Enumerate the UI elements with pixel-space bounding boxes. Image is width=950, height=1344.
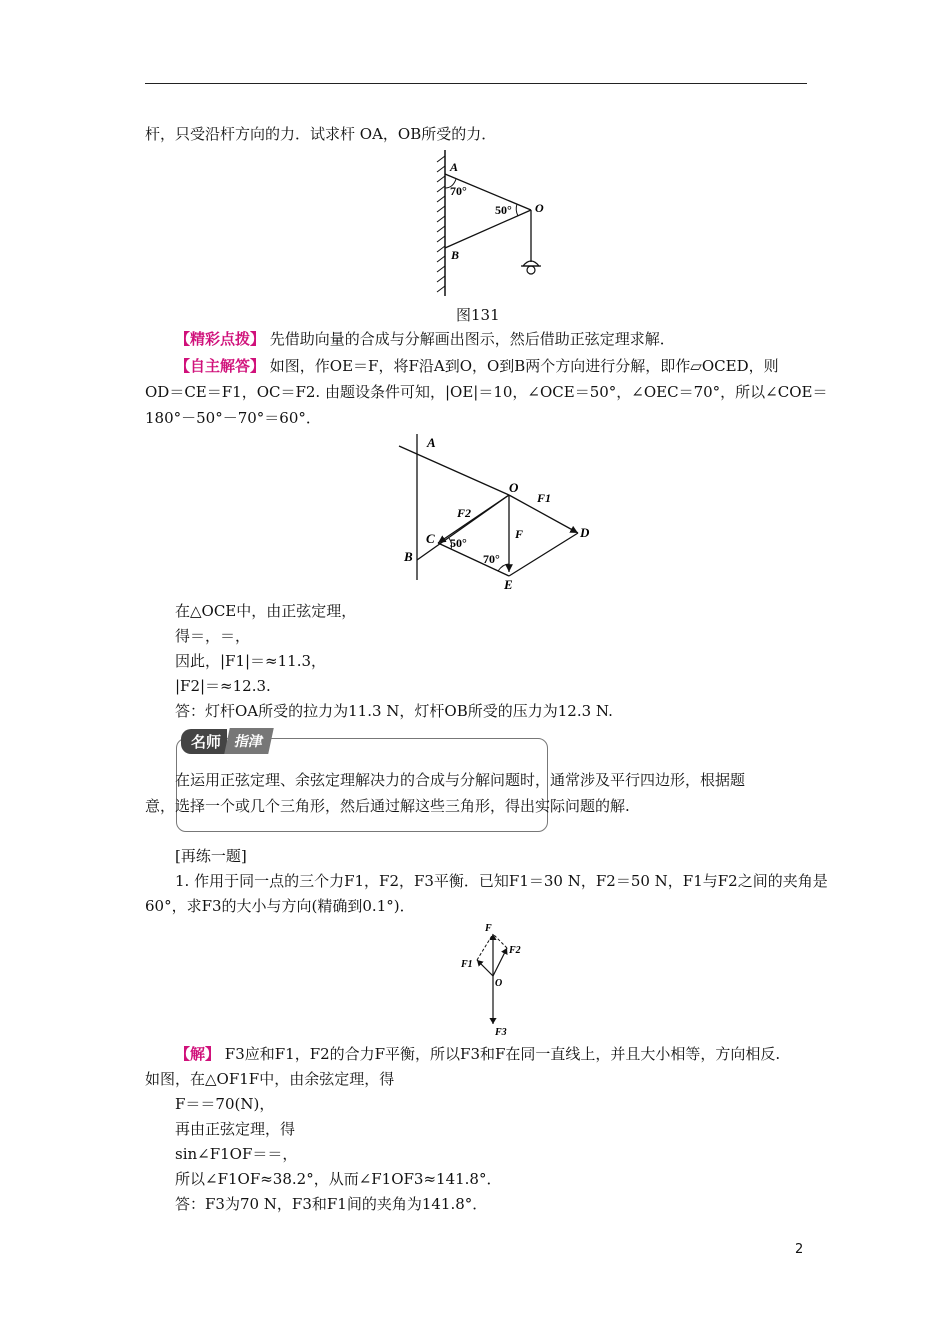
label-B: B [451, 248, 460, 262]
label-F: F [515, 527, 524, 541]
label-A: A [427, 435, 436, 450]
angle-label-70: 70° [483, 552, 500, 566]
label-F1: F1 [537, 491, 552, 505]
label-O: O [495, 978, 503, 989]
label-F1: F1 [461, 959, 473, 970]
label-F2: F2 [509, 945, 521, 956]
solution-paragraph [175, 355, 779, 377]
answer-text-6: 所以∠F1OF≈38.2°，从而∠F1OF3≈141.8°． [175, 1170, 502, 1188]
label-O: O [509, 480, 519, 495]
answer-text-5: sin∠F1OF＝＝， [175, 1145, 298, 1163]
label-B: B [404, 549, 413, 564]
solution-tag: 【自主解答】 [175, 357, 266, 375]
hint-text: 先借助向量的合成与分解画出图示，然后借助正弦定理求解． [269, 330, 675, 348]
practice-heading: [再练一题] [175, 847, 247, 865]
force-decomposition-figure [395, 430, 605, 599]
badge-part-2: 指津 [224, 728, 274, 754]
badge-part-1: 名师 [181, 729, 227, 754]
label-F: F [485, 923, 492, 934]
solution-text-2: OD＝CE＝F1，OC＝F2. 由题设条件可知，|OE|＝10，∠OCE＝50°，∠OEC＝70°，所以∠COE＝ [145, 383, 828, 401]
label-A: A [450, 160, 459, 174]
three-forces-figure [455, 918, 535, 1042]
practice-question-1: 1. 作用于同一点的三个力F1，F2，F3平衡．已知F1＝30 N，F2＝50 N，F1与F2之间的夹角是 [175, 872, 828, 890]
angle-label-50: 50° [495, 203, 512, 217]
answer-text-3: F＝＝70(N)， [175, 1095, 275, 1113]
hint-tag: 【精彩点拨】 [175, 330, 266, 348]
practice-question-2: 60°，求F3的大小与方向(精确到0.1°)． [145, 897, 415, 915]
hint-paragraph [175, 328, 675, 350]
problem-text: 杆，只受沿杆方向的力．试求杆 OA，OB所受的力． [145, 125, 497, 143]
answer-text-2: 如图，在△OF1F中，由余弦定理，得 [145, 1070, 395, 1088]
label-F2: F2 [457, 506, 472, 520]
angle-label-70: 70° [450, 184, 467, 198]
note-text-1: 在运用正弦定理、余弦定理解决力的合成与分解问题时，通常涉及平行四边形，根据题 [175, 771, 746, 789]
solution-text-7: |F2|＝≈12.3. [175, 677, 271, 695]
angle-label-50: 50° [450, 536, 467, 550]
answer-text-1: F3应和F1，F2的合力F平衡，所以F3和F在同一直线上，并且大小相等，方向相反. [224, 1045, 781, 1063]
answer-text-7: 答：F3为70 N，F3和F1间的夹角为141.8°． [175, 1195, 488, 1213]
label-C: C [426, 531, 435, 546]
figure-caption: 图131 [456, 306, 500, 324]
solution-text-5: 得＝，＝， [175, 627, 251, 645]
label-E: E [504, 577, 513, 592]
figure-131 [425, 150, 555, 304]
label-F3: F3 [495, 1027, 507, 1038]
solution-text-3: 180°－50°－70°＝60°． [145, 409, 321, 427]
solution-text-6: 因此，|F1|＝≈11.3， [175, 652, 327, 670]
label-D: D [580, 525, 590, 540]
solution-text-4: 在△OCE中，由正弦定理， [175, 602, 357, 620]
answer-text-4: 再由正弦定理，得 [175, 1120, 296, 1138]
page-number: 2 [795, 1242, 804, 1257]
answer-text: 答：灯杆OA所受的拉力为11.3 N，灯杆OB所受的压力为12.3 N. [175, 702, 613, 720]
solution-text-1: 如图，作OE＝F，将F沿A到O，O到B两个方向进行分解，即作▱OCED，则 [269, 357, 779, 375]
teacher-note-badge [181, 728, 271, 754]
label-O: O [535, 201, 544, 215]
note-text-2: 意，选择一个或几个三角形，然后通过解这些三角形，得出实际问题的解. [145, 797, 630, 815]
answer-tag: 【解】 [175, 1045, 221, 1063]
answer-paragraph [175, 1043, 780, 1065]
header-rule [145, 83, 807, 84]
